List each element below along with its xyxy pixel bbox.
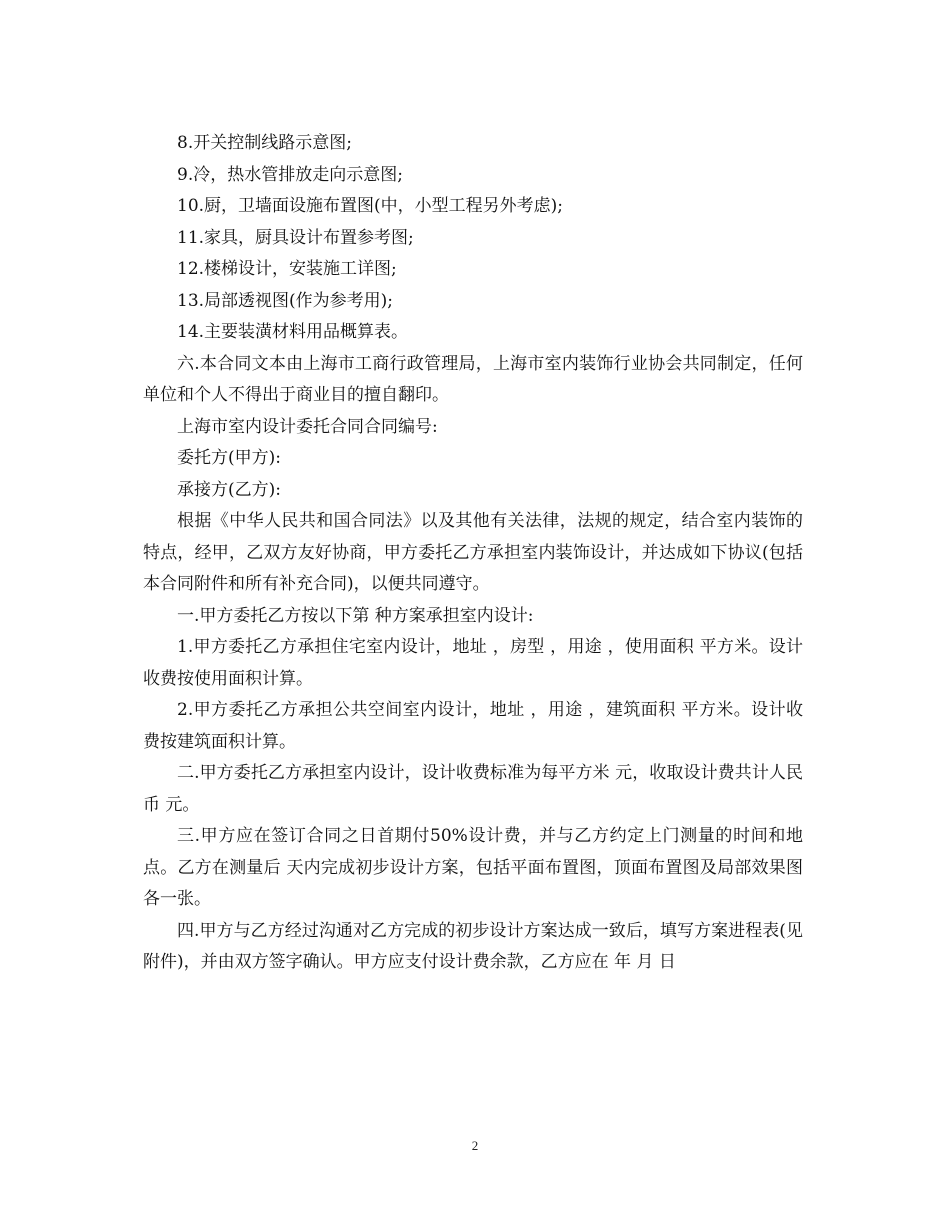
paragraph-item-12: 12.楼梯设计，安装施工详图; [177,259,397,279]
clause-three: 三.甲方应在签订合同之日首期付50%设计费，并与乙方约定上门测量的时间和地点。乙方在测量后 天内完成初步设计方案，包括平面布置图，顶面布置图及局部效果图各一张。 [143,826,803,909]
paragraph-section-six: 六.本合同文本由上海市工商行政管理局，上海市室内装饰行业协会共同制定，任何单位和个人不得出于商业目的擅自翻印。 [143,353,803,405]
clause-four: 四.甲方与乙方经过沟通对乙方完成的初步设计方案达成一致后，填写方案进程表(见附件)，并由双方签字确认。甲方应支付设计费余款，乙方应在 年 月 日 [143,920,803,972]
party-a-line: 委托方(甲方): [177,448,281,468]
contract-title-line: 上海市室内设计委托合同合同编号: [177,416,438,437]
paragraph-item-10: 10.厨，卫墙面设施布置图(中，小型工程另外考虑); [177,196,564,216]
clause-one-item-1: 1.甲方委托乙方承担住宅室内设计，地址 ，房型 ，用途 ，使用面积 平方米。设计收费按使用面积计算。 [143,637,803,689]
clause-one: 一.甲方委托乙方按以下第 种方案承担室内设计: [177,605,534,626]
clause-one-item-2: 2.甲方委托乙方承担公共空间室内设计，地址 ，用途 ，建筑面积 平方米。设计收费按建筑面积计算。 [143,700,803,752]
page-number: 2 [471,1138,479,1153]
preamble-paragraph: 根据《中华人民共和国合同法》以及其他有关法律，法规的规定，结合室内装饰的特点，经甲，乙双方友好协商，甲方委托乙方承担室内装饰设计，并达成如下协议(包括本合同附件和所有补充合同)，以便共同遵守。 [143,511,803,594]
paragraph-item-14: 14.主要装潢材料用品概算表。 [177,322,409,342]
paragraph-item-11: 11.家具，厨具设计布置参考图; [177,227,414,248]
paragraph-item-13: 13.局部透视图(作为参考用); [177,290,394,311]
document-body [143,128,803,979]
paragraph-item-8: 8.开关控制线路示意图; [177,133,352,153]
paragraph-item-9: 9.冷，热水管排放走向示意图; [177,164,403,185]
party-b-line: 承接方(乙方): [177,479,281,500]
clause-two: 二.甲方委托乙方承担室内设计，设计收费标准为每平方米 元，收取设计费共计人民币 元。 [143,763,803,815]
